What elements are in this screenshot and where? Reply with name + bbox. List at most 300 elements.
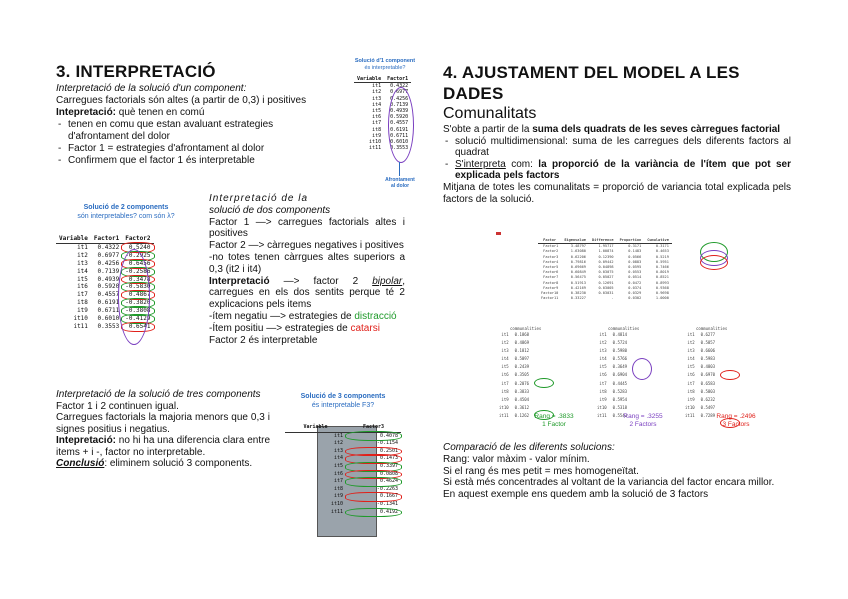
table-cell: 0.5497	[700, 404, 716, 410]
table-cell: 3.48797	[570, 244, 586, 249]
table-cell: it5	[599, 364, 607, 370]
mitjana: Mitjana de totes les comunalitats = proporció de variancia total explicada pels factors de la solució.	[443, 181, 791, 205]
table-cell: -0.3820	[122, 299, 153, 307]
table-cell: 0.4939	[97, 275, 120, 283]
table-cell: Factor2	[543, 249, 559, 254]
table-cell: it11	[685, 412, 695, 418]
com-title-3: communalities	[696, 326, 728, 331]
table-cell: 0.3612	[514, 404, 530, 410]
fig1-arrow-label-line1: Afrontament	[385, 177, 415, 183]
table-cell: 0.4814	[612, 332, 628, 337]
table-cell: 0.7139	[97, 267, 120, 275]
table-cell: 0.6277	[700, 332, 716, 337]
comparison-subtitle: Comparació de les diferents solucions:	[443, 442, 615, 453]
table-cell: 0.0808	[346, 471, 401, 479]
table-row	[538, 296, 672, 301]
table-cell: it2	[599, 340, 607, 346]
pos-pre: -Ítem positiu —> estrategies de	[209, 322, 351, 334]
table-row	[285, 463, 401, 471]
table-row	[594, 339, 630, 347]
fig2-highlight-oval	[118, 249, 150, 345]
table-cell: it3	[501, 348, 509, 354]
fig1-arrow-label-line2: al dolor	[390, 183, 410, 189]
table-cell: 0.03075	[598, 270, 614, 275]
table-cell: .	[611, 296, 614, 301]
table-cell: 0.79816	[570, 259, 586, 264]
table-cell: Factor9	[543, 285, 559, 290]
table-row	[285, 455, 401, 463]
table-cell: Factor6	[543, 270, 559, 275]
red-marker	[496, 232, 501, 235]
table-row	[285, 432, 401, 440]
table-cell: it9	[372, 132, 382, 139]
table-cell: 0.6977	[390, 89, 409, 96]
table-cell: it1	[687, 332, 695, 337]
table-row	[285, 486, 401, 494]
com-table-3	[682, 331, 718, 420]
one-component-subtitle: Interpretació de la solució d'un component:	[56, 83, 247, 94]
table-cell: it9	[599, 396, 607, 402]
table-cell: 0.9698	[655, 291, 669, 296]
table-cell: 0.7466	[655, 265, 669, 270]
table-row	[496, 347, 532, 355]
one-component-line1: Carregues factorials són altes (a partir de 0,3) i positives	[56, 95, 307, 106]
table-cell: 0.4624	[346, 478, 401, 486]
table-row	[594, 331, 630, 339]
table-cell: it6	[599, 372, 607, 378]
two-comp-interpretation	[209, 276, 405, 311]
table-cell: it3	[687, 348, 695, 354]
table-cell: 0.8993	[655, 280, 669, 285]
table-cell: 0.5219	[655, 254, 669, 259]
table-cell: it9	[501, 396, 509, 402]
comparison-line: En aquest exemple ens quedem amb la solució de 3 factors	[443, 489, 709, 501]
three-comp-line2: Carregues factorials la majoria menors que 0,3 i signes positius i negatius.	[56, 412, 270, 435]
com-title-1: communalities	[510, 326, 542, 331]
table-cell: it5	[372, 108, 382, 115]
table-cell: it2	[687, 340, 695, 346]
comunalitats-bullets	[443, 136, 791, 182]
figure-three-components	[285, 392, 401, 516]
table-cell: 0.5097	[514, 356, 530, 362]
table-row	[285, 440, 401, 448]
table-cell: 0.6191	[97, 299, 120, 307]
table-cell: it4	[501, 356, 509, 362]
table-cell: 0.7289	[700, 412, 716, 418]
table-cell: 0.4653	[655, 249, 669, 254]
table-cell: 0.5920	[97, 283, 120, 291]
table-cell: 0.0566	[628, 254, 642, 259]
table-row	[594, 363, 630, 371]
fig1-title	[350, 58, 420, 72]
table-cell: 0.3171	[628, 244, 642, 249]
table-cell: 0.5542	[612, 412, 628, 418]
table-cell: 0.62206	[570, 254, 586, 259]
table-cell: it5	[501, 364, 509, 370]
table-cell: it3	[599, 348, 607, 354]
table-cell: it5	[687, 364, 695, 370]
interp-label: Intepretació:	[56, 435, 117, 446]
column-header: Difference	[589, 238, 617, 244]
eig-oval-red	[700, 255, 728, 270]
fig3-title	[285, 392, 401, 410]
table-cell: 0.38230	[570, 291, 586, 296]
table-cell: 0.4867	[122, 291, 153, 299]
interp-label: Intepretació:	[56, 107, 117, 118]
fig1-arrow-label	[374, 177, 426, 189]
comparison-line: Si el rang és mes petit = mes homogeneïtat.	[443, 465, 639, 477]
fig3-table	[285, 424, 401, 516]
table-cell: 0.1812	[514, 348, 530, 354]
com1-max-oval	[534, 378, 554, 388]
table-row	[496, 380, 532, 388]
table-row	[496, 371, 532, 379]
table-row	[285, 448, 401, 456]
table-cell: 0.04898	[598, 265, 614, 270]
table-cell: Factor5	[543, 265, 559, 270]
table-row	[682, 339, 718, 347]
table-cell: 0.4557	[97, 291, 120, 299]
table-cell: 0.8019	[655, 270, 669, 275]
fig1-title-line1: Solució d'1 component	[354, 58, 416, 64]
one-component-interpretation	[56, 107, 332, 119]
table-row	[285, 471, 401, 479]
list-item	[443, 159, 791, 182]
table-header-row	[56, 235, 154, 243]
table-cell: -0.1154	[376, 440, 398, 447]
table-cell: it8	[77, 299, 88, 307]
table-cell: it7	[372, 120, 382, 127]
table-cell: it1	[334, 432, 344, 439]
table-cell: 0.5951	[655, 259, 669, 264]
table-row	[682, 396, 718, 404]
table-row	[594, 371, 630, 379]
table-cell: 0.9368	[655, 285, 669, 290]
table-cell: -0.1341	[376, 500, 398, 507]
table-cell: it11	[597, 412, 607, 418]
column-header: Factor2	[122, 235, 153, 243]
column-header: Cumulative	[644, 238, 672, 244]
column-header: Proportion	[617, 238, 645, 244]
table-cell: 0.6904	[612, 372, 628, 378]
table-row	[285, 509, 401, 517]
table-cell: 0.09442	[598, 259, 614, 264]
interpreta-underline: S'interpreta	[455, 158, 506, 170]
table-cell: 0.03005	[598, 285, 614, 290]
table-cell: 0.6010	[97, 315, 120, 323]
table-cell: 0.4192	[346, 509, 401, 517]
two-comp-positive	[209, 323, 405, 335]
table-row	[594, 355, 630, 363]
table-cell: Factor4	[543, 259, 559, 264]
fig2-title-line1: Solució de 2 components	[83, 204, 169, 211]
comparison-block	[443, 442, 791, 501]
table-cell: 0.3171	[655, 244, 669, 249]
table-cell: 0.5240	[122, 243, 153, 251]
table-cell: it9	[77, 307, 88, 315]
comunalitats-text	[443, 124, 791, 205]
conclusion-text: : eliminem solució 3 components.	[104, 458, 253, 469]
table-cell: it2	[334, 440, 344, 447]
table-cell: 0.4322	[97, 243, 120, 251]
table-cell: 0.5803	[700, 388, 716, 394]
table-cell: 0.3553	[390, 145, 409, 152]
table-cell: 0.3833	[514, 388, 530, 394]
table-cell: it4	[687, 356, 695, 362]
conclusion-label: Conclusió	[56, 458, 105, 469]
interp-post: , carregues en els dos sentits perque té 2 explicacions pels items	[209, 275, 405, 311]
table-cell: 0.56475	[570, 275, 586, 280]
fig2-title-line2: són interpretables? com són λ?	[77, 213, 175, 220]
two-comp-f1: Factor 1 —> carregues factorials altes i positives	[209, 216, 405, 240]
comparison-line: Rang: valor màxim - valor mínim.	[443, 453, 590, 465]
table-cell: 0.4869	[514, 340, 530, 346]
comparison-line: Si està més concentrades al voltant de la variancia del factor encara millor.	[443, 477, 775, 489]
table-cell: 0.69669	[570, 265, 586, 270]
table-cell: it10	[369, 139, 382, 146]
table-cell: it10	[331, 500, 344, 507]
figure-one-component	[350, 58, 420, 189]
fig1-arrow	[399, 162, 400, 176]
table-cell: 0.4445	[612, 380, 628, 386]
table-cell: Factor3	[543, 254, 559, 259]
table-cell: 0.3397	[346, 463, 401, 471]
table-cell: 1.00874	[598, 249, 614, 254]
interp-pre: —> factor 2	[269, 275, 373, 287]
neg-highlight: distracció	[354, 310, 397, 322]
table-row	[496, 339, 532, 347]
table-row	[682, 355, 718, 363]
table-row	[496, 331, 532, 339]
table-cell: it6	[77, 283, 88, 291]
table-cell: -0.5830	[122, 283, 153, 291]
list-item: - Confirmem que el factor 1 és interpretable	[56, 155, 332, 167]
table-row	[682, 347, 718, 355]
table-cell: it7	[501, 380, 509, 386]
table-cell: 0.4803	[700, 364, 716, 370]
three-comp-interpretation	[56, 435, 270, 458]
table-cell: 0.1483	[628, 249, 642, 254]
table-cell: 0.4504	[514, 396, 530, 402]
one-component-bullets	[56, 119, 332, 167]
com-block-1	[496, 326, 566, 420]
table-cell: 1.95717	[598, 244, 614, 249]
table-cell: it7	[77, 291, 88, 299]
intro-pre: S'obte a partir de la	[443, 124, 533, 135]
fig1-title-line2: és interpretable?	[364, 65, 406, 71]
table-cell: it8	[599, 388, 607, 394]
range-3-sub: 3 Factors	[722, 421, 750, 428]
table-cell: it11	[499, 412, 509, 418]
list-item: - tenen en comu que estan avaluant estrategies d'afrontament del dolor	[56, 119, 332, 143]
table-row	[285, 501, 401, 509]
com-block-2	[594, 326, 664, 420]
two-comp-subtitle-2: solució de dos components	[209, 204, 331, 216]
table-cell: it7	[334, 478, 344, 485]
table-cell: 0.0883	[628, 259, 642, 264]
com3-min-oval	[720, 370, 740, 380]
com-table-1	[496, 331, 532, 420]
table-cell: it4	[77, 267, 88, 275]
table-cell: 0.60849	[570, 270, 586, 275]
table-row	[285, 478, 401, 486]
table-cell: 0.33227	[570, 296, 586, 301]
table-cell: 0.1667	[346, 493, 401, 501]
table-row	[682, 404, 718, 412]
table-cell: 0.4322	[390, 83, 409, 90]
table-cell: 0.3478	[122, 276, 153, 284]
table-cell: it10	[685, 404, 695, 410]
table-cell: 0.1262	[514, 412, 530, 418]
table-header-row	[285, 424, 401, 432]
table-row	[682, 388, 718, 396]
table-cell: 0.6232	[700, 396, 716, 402]
table-row	[496, 363, 532, 371]
table-cell: 0.1473	[346, 455, 401, 463]
table-cell: 0.0514	[628, 275, 642, 280]
table-cell: 1.63080	[570, 249, 586, 254]
one-component-block	[56, 83, 332, 167]
table-cell: 0.5724	[612, 340, 628, 346]
table-cell: 0.5318	[612, 404, 628, 410]
table-cell: 0.6606	[700, 348, 716, 354]
table-row	[496, 404, 532, 412]
table-row	[594, 347, 630, 355]
intro-bold: suma dels quadrats de les seves càrregues factorial	[532, 124, 781, 135]
table-cell: it5	[334, 462, 344, 469]
two-comp-subtitle-1: Interpretació de la	[209, 193, 309, 204]
column-header: Eigenvalue	[561, 238, 589, 244]
table-cell: 0.1868	[514, 332, 530, 337]
bullet2-bold: la proporció de la variància de l'ítem que pot ser explicada pels factors	[455, 158, 791, 182]
table-cell: it1	[372, 83, 382, 90]
table-cell: 0.0329	[628, 291, 642, 296]
table-cell: 0.0472	[628, 280, 642, 285]
section-title-ajustament: 4. AJUSTAMENT DEL MODEL A LES DADES	[443, 63, 740, 103]
bullet2-pre: com:	[505, 158, 539, 170]
list-item: - solució multidimensional: suma de les carregues dels diferents factors al quadrat	[443, 136, 791, 159]
table-cell: it11	[369, 145, 382, 152]
table-cell: Factor7	[543, 275, 559, 280]
two-components-block	[209, 193, 405, 346]
fig3-title-line1: Solució de 3 components	[300, 393, 386, 400]
table-cell: 0.6456	[122, 260, 153, 268]
table-cell: 0.3649	[612, 364, 628, 370]
section-title-interpretacio: 3. INTERPRETACIÓ	[56, 62, 216, 81]
range-1	[514, 413, 594, 429]
table-row	[594, 380, 630, 388]
two-comp-last: Factor 2 és interpretable	[209, 334, 318, 346]
fig2-title	[56, 203, 196, 221]
range-2	[603, 413, 683, 429]
table-cell: 0.6711	[390, 132, 409, 139]
table-row	[285, 493, 401, 501]
table-cell: it1	[501, 332, 509, 337]
table-cell: it10	[499, 404, 509, 410]
table-cell: it6	[334, 470, 344, 477]
table-cell: it4	[599, 356, 607, 362]
table-cell: 0.6711	[97, 307, 120, 315]
table-cell: 0.2439	[514, 364, 530, 370]
table-cell: 0.7139	[390, 101, 409, 108]
eigenvalue-table	[538, 238, 672, 301]
table-cell: it8	[372, 126, 382, 133]
table-cell: it8	[501, 388, 509, 394]
table-cell: it3	[77, 259, 88, 267]
table-row	[496, 355, 532, 363]
table-cell: 0.8521	[655, 275, 669, 280]
two-comp-negative	[209, 311, 405, 323]
table-cell: 0.6191	[390, 126, 409, 133]
table-cell: -0.4129	[122, 315, 153, 323]
column-header: Factor3	[346, 424, 401, 432]
table-cell: 0.6541	[122, 323, 153, 331]
interp-text: què tenen en comú	[116, 107, 205, 118]
table-row	[594, 396, 630, 404]
table-cell: 0.03031	[598, 291, 614, 296]
table-cell: it4	[334, 455, 344, 462]
table-cell: it6	[501, 372, 509, 378]
table-cell: 0.6970	[700, 372, 716, 378]
table-cell: 0.5954	[612, 396, 628, 402]
table-cell: it3	[372, 95, 382, 102]
table-cell: it8	[687, 388, 695, 394]
two-comp-note: -no totes tenen càrrgues altes superiors a 0,3 (it2 i it4)	[209, 251, 405, 275]
three-comp-line1: Factor 1 i 2 continuen igual.	[56, 400, 179, 412]
list-item: - Factor 1 = estrategies d'afrontament al dolor	[56, 143, 332, 155]
range-2-sub: 2 Factors	[629, 421, 657, 428]
table-cell: 0.51913	[570, 280, 586, 285]
table-cell: 0.6583	[700, 380, 716, 386]
table-cell: it8	[334, 485, 344, 492]
com-table-2	[594, 331, 630, 420]
column-header: Factor1	[91, 235, 122, 243]
table-cell: Factor10	[541, 291, 559, 296]
two-comp-f2: Factor 2 —> càrregues negatives i positives	[209, 240, 404, 252]
table-cell: it11	[73, 322, 88, 330]
three-comp-conclusion	[56, 458, 270, 470]
table-cell: it10	[597, 404, 607, 410]
table-cell: it7	[599, 380, 607, 386]
table-cell: 0.2076	[514, 380, 530, 386]
table-cell: 0.12390	[598, 254, 614, 259]
table-cell: it1	[77, 243, 88, 251]
column-header: Variable	[285, 424, 346, 432]
table-cell: 0.12691	[598, 280, 614, 285]
range-1-sub: 1 Factor	[542, 421, 566, 428]
table-cell: 0.0374	[628, 285, 642, 290]
table-cell: 0.3505	[514, 372, 530, 378]
column-header: Variable	[56, 235, 91, 243]
table-row	[496, 396, 532, 404]
table-row	[496, 388, 532, 396]
table-cell: -0.3808	[122, 307, 153, 315]
table-cell: 1.0000	[655, 296, 669, 301]
neg-pre: -ítem negatiu —> estrategies de	[209, 310, 355, 322]
table-cell: -0.2925	[122, 252, 153, 260]
table-cell: 0.4557	[390, 120, 409, 127]
table-row	[594, 404, 630, 412]
fig3-title-line2: és interpretable F3?	[311, 402, 375, 409]
table-cell: it5	[77, 275, 88, 283]
table-cell: it2	[77, 251, 88, 259]
range-3	[696, 413, 776, 429]
range-3-label: Rang = .2496	[716, 413, 756, 420]
table-cell: 0.6977	[97, 251, 120, 259]
table-header-row	[354, 76, 411, 83]
three-comp-subtitle: Interpretació de la solució de tres components	[56, 389, 261, 400]
table-cell: it7	[687, 380, 695, 386]
